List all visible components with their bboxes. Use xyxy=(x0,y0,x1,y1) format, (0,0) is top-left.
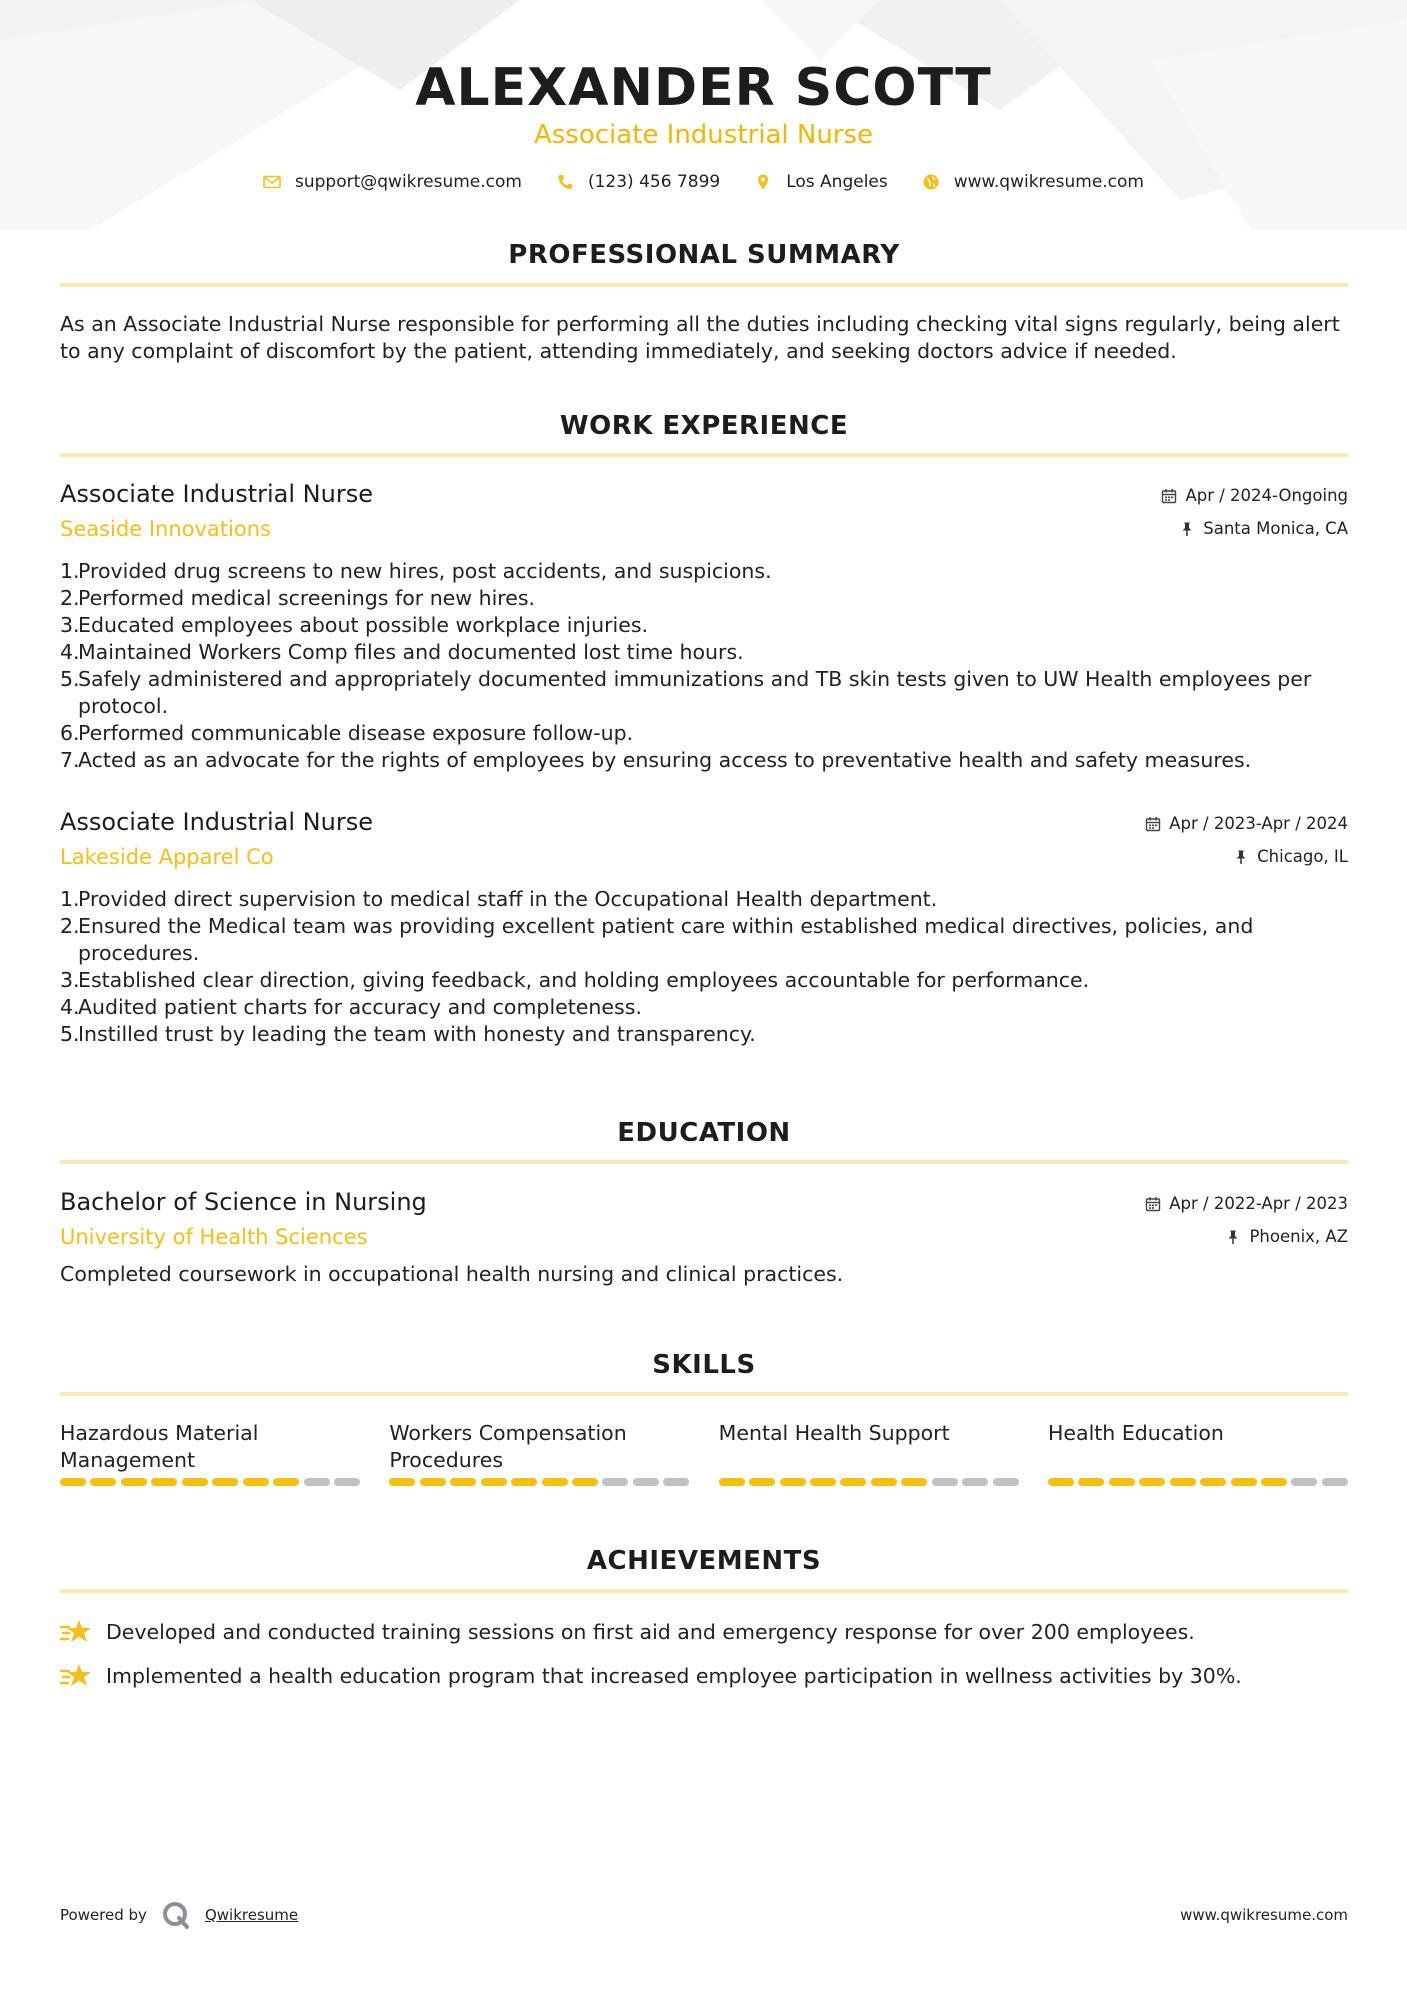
skill-segment-filled xyxy=(1078,1478,1104,1486)
skill-segment-filled xyxy=(780,1478,806,1486)
list-item: 2. Performed medical screenings for new hires. xyxy=(60,586,536,610)
skill-level-bar xyxy=(60,1478,360,1486)
list-item: 3. Educated employees about possible workplace injuries. xyxy=(60,613,649,637)
education-description: Completed coursework in occupational health nursing and clinical practices. xyxy=(60,1262,844,1286)
skill-segment-empty xyxy=(663,1478,689,1486)
skill-segment-filled xyxy=(420,1478,446,1486)
candidate-name: ALEXANDER SCOTT xyxy=(415,58,992,118)
contact-email-text: support@qwikresume.com xyxy=(295,172,522,192)
skill-segment-filled xyxy=(450,1478,476,1486)
list-item: 1. Provided direct supervision to medical staff in the Occupational Health department. xyxy=(60,887,938,911)
skill-segment-filled xyxy=(749,1478,775,1486)
candidate-title: Associate Industrial Nurse xyxy=(533,120,874,150)
calendar-icon xyxy=(1145,816,1161,832)
list-item-text: Maintained Workers Comp files and documented lost time hours. xyxy=(78,640,744,664)
skill-segment-filled xyxy=(151,1478,177,1486)
pushpin-icon xyxy=(1179,521,1195,537)
achievements-heading: ACHIEVEMENTS xyxy=(586,1546,822,1576)
skill-segment-empty xyxy=(633,1478,659,1486)
job-company: Lakeside Apparel Co xyxy=(60,845,274,869)
skill-segment-empty xyxy=(602,1478,628,1486)
contact-location-text: Los Angeles xyxy=(786,172,888,192)
list-item-text: Performed medical screenings for new hires. xyxy=(78,586,536,610)
skill-segment-filled xyxy=(1231,1478,1257,1486)
contact-phone[interactable] xyxy=(556,172,720,192)
skill-segment-filled xyxy=(572,1478,598,1486)
footer-website[interactable]: www.qwikresume.com xyxy=(1180,1906,1348,1924)
brand-link[interactable]: Qwikresume xyxy=(204,1906,299,1924)
skill-name: Mental Health Support xyxy=(718,1421,950,1445)
skill-segment-filled xyxy=(901,1478,927,1486)
summary-divider xyxy=(60,283,1348,287)
list-item: 7. Acted as an advocate for the rights of employees by ensuring access to preventative health and safety measures. xyxy=(60,748,1252,772)
achievement-text: Implemented a health education program that increased employee participation in wellness activities by 30%. xyxy=(106,1664,1242,1688)
education-location xyxy=(1225,1227,1348,1246)
pushpin-icon xyxy=(1225,1229,1241,1245)
job-role: Associate Industrial Nurse xyxy=(60,808,373,836)
education-entry xyxy=(60,1188,1348,1298)
list-item: 2. Ensured the Medical team was providing excellent patient care within established medical directives, policies, and procedures. xyxy=(60,914,1254,965)
experience-divider xyxy=(60,453,1348,457)
job-entry xyxy=(60,480,1348,780)
skill-segment-empty xyxy=(962,1478,988,1486)
achievement-item xyxy=(60,1617,1348,1647)
list-item: 5. Instilled trust by leading the team with honesty and transparency. xyxy=(60,1022,756,1046)
calendar-icon xyxy=(1161,488,1177,504)
education-school: University of Health Sciences xyxy=(60,1225,368,1249)
list-item: 4. Maintained Workers Comp files and documented lost time hours. xyxy=(60,640,744,664)
skill-segment-empty xyxy=(932,1478,958,1486)
skill-item xyxy=(1048,1420,1348,1486)
achievement-text: Developed and conducted training sessions on first aid and emergency response for over 200 employees. xyxy=(106,1620,1195,1644)
skill-name: Health Education xyxy=(1047,1421,1224,1445)
education-divider xyxy=(60,1160,1348,1164)
skill-name: Hazardous Material Management xyxy=(60,1421,259,1472)
skill-segment-filled xyxy=(1170,1478,1196,1486)
skill-segment-filled xyxy=(121,1478,147,1486)
list-item: 1. Provided drug screens to new hires, post accidents, and suspicions. xyxy=(60,559,772,583)
education-date xyxy=(1145,1194,1348,1213)
list-item: 4. Audited patient charts for accuracy and completeness. xyxy=(60,995,642,1019)
achievement-item xyxy=(60,1661,1348,1691)
contact-bar xyxy=(0,172,1407,192)
footer-powered-by xyxy=(60,1900,298,1930)
summary-text: As an Associate Industrial Nurse responsible for performing all the duties including checking vital signs regularly, being alert to any complaint of discomfort by the patient, attending immediately, and seeking doctors advice if needed. xyxy=(60,312,1340,363)
job-location xyxy=(1233,847,1348,866)
list-item-text: Educated employees about possible workplace injuries. xyxy=(78,613,649,637)
skill-segment-filled xyxy=(1261,1478,1287,1486)
skill-segment-filled xyxy=(511,1478,537,1486)
skill-segment-filled xyxy=(840,1478,866,1486)
skill-level-bar xyxy=(719,1478,1019,1486)
list-item: 6. Performed communicable disease exposure follow-up. xyxy=(60,721,634,745)
contact-phone-text: (123) 456 7899 xyxy=(587,172,721,192)
list-item-text: Audited patient charts for accuracy and completeness. xyxy=(78,995,642,1019)
experience-heading: WORK EXPERIENCE xyxy=(559,411,849,441)
achievements-divider xyxy=(60,1589,1348,1593)
shooting-star-icon xyxy=(60,1617,92,1647)
skill-segment-filled xyxy=(90,1478,116,1486)
education-degree: Bachelor of Science in Nursing xyxy=(60,1188,427,1216)
pushpin-icon xyxy=(1233,849,1249,865)
skill-segment-empty xyxy=(993,1478,1019,1486)
list-item: 5. Safely administered and appropriately documented immunizations and TB skin tests given to UW Health employees per protocol. xyxy=(60,667,1312,718)
job-location-text: Chicago, IL xyxy=(1257,847,1348,866)
list-item-text: Provided drug screens to new hires, post accidents, and suspicions. xyxy=(78,559,772,583)
list-item-text: Performed communicable disease exposure follow-up. xyxy=(78,721,634,745)
education-location-text: Phoenix, AZ xyxy=(1249,1227,1348,1246)
skill-segment-filled xyxy=(719,1478,745,1486)
skill-segment-empty xyxy=(304,1478,330,1486)
skill-item xyxy=(60,1420,360,1486)
skill-segment-filled xyxy=(389,1478,415,1486)
skill-name: Workers Compensation Procedures xyxy=(389,1421,627,1472)
skill-segment-empty xyxy=(334,1478,360,1486)
list-item-text: Acted as an advocate for the rights of employees by ensuring access to preventative health and safety measures. xyxy=(78,748,1252,772)
globe-icon xyxy=(922,173,940,191)
education-date-text: Apr / 2022-Apr / 2023 xyxy=(1169,1194,1348,1213)
skill-segment-filled xyxy=(1048,1478,1074,1486)
skills-list xyxy=(60,1420,1348,1486)
skill-segment-filled xyxy=(810,1478,836,1486)
job-date-text: Apr / 2024-Ongoing xyxy=(1185,486,1348,505)
skill-level-bar xyxy=(389,1478,689,1486)
skill-item xyxy=(389,1420,689,1486)
skill-segment-filled xyxy=(542,1478,568,1486)
map-pin-icon xyxy=(754,173,772,191)
skill-segment-filled xyxy=(273,1478,299,1486)
skill-item xyxy=(719,1420,1019,1486)
job-date xyxy=(1145,814,1348,833)
job-responsibilities xyxy=(60,558,1348,774)
skill-segment-filled xyxy=(1200,1478,1226,1486)
job-location xyxy=(1179,519,1348,538)
job-entry xyxy=(60,808,1348,1058)
skill-segment-filled xyxy=(60,1478,86,1486)
skill-segment-filled xyxy=(871,1478,897,1486)
skill-segment-filled xyxy=(1139,1478,1165,1486)
list-item-text: Ensured the Medical team was providing excellent patient care within established medical directives, policies, and procedures. xyxy=(78,914,1254,965)
skill-segment-filled xyxy=(243,1478,269,1486)
skills-divider xyxy=(60,1392,1348,1396)
skill-level-bar xyxy=(1048,1478,1348,1486)
skill-segment-filled xyxy=(481,1478,507,1486)
list-item-text: Established clear direction, giving feedback, and holding employees accountable for performance. xyxy=(78,968,1090,992)
skill-segment-filled xyxy=(212,1478,238,1486)
contact-location xyxy=(754,172,888,192)
skill-segment-filled xyxy=(182,1478,208,1486)
contact-website[interactable] xyxy=(922,172,1144,192)
job-date xyxy=(1161,486,1348,505)
skill-segment-empty xyxy=(1322,1478,1348,1486)
envelope-icon xyxy=(263,173,281,191)
phone-icon xyxy=(556,173,574,191)
skills-heading: SKILLS xyxy=(652,1350,756,1380)
list-item: 3. Established clear direction, giving feedback, and holding employees accountable for performance. xyxy=(60,968,1090,992)
summary-heading: PROFESSIONAL SUMMARY xyxy=(508,240,900,270)
skill-segment-filled xyxy=(1109,1478,1135,1486)
list-item-text: Safely administered and appropriately documented immunizations and TB skin tests given to UW Health employees per protocol. xyxy=(78,667,1312,718)
powered-by-label: Powered by xyxy=(60,1906,147,1924)
shooting-star-icon xyxy=(60,1661,92,1691)
list-item-text: Provided direct supervision to medical staff in the Occupational Health department. xyxy=(78,887,938,911)
calendar-icon xyxy=(1145,1196,1161,1212)
contact-email[interactable] xyxy=(263,172,522,192)
job-role: Associate Industrial Nurse xyxy=(60,480,373,508)
job-responsibilities xyxy=(60,886,1348,1048)
contact-website-text: www.qwikresume.com xyxy=(953,172,1144,192)
education-heading: EDUCATION xyxy=(617,1118,791,1148)
job-date-text: Apr / 2023-Apr / 2024 xyxy=(1169,814,1348,833)
job-location-text: Santa Monica, CA xyxy=(1203,519,1348,538)
list-item-text: Instilled trust by leading the team with honesty and transparency. xyxy=(78,1022,756,1046)
qwikresume-logo-icon xyxy=(161,1900,191,1930)
skill-segment-empty xyxy=(1291,1478,1317,1486)
job-company: Seaside Innovations xyxy=(60,517,271,541)
